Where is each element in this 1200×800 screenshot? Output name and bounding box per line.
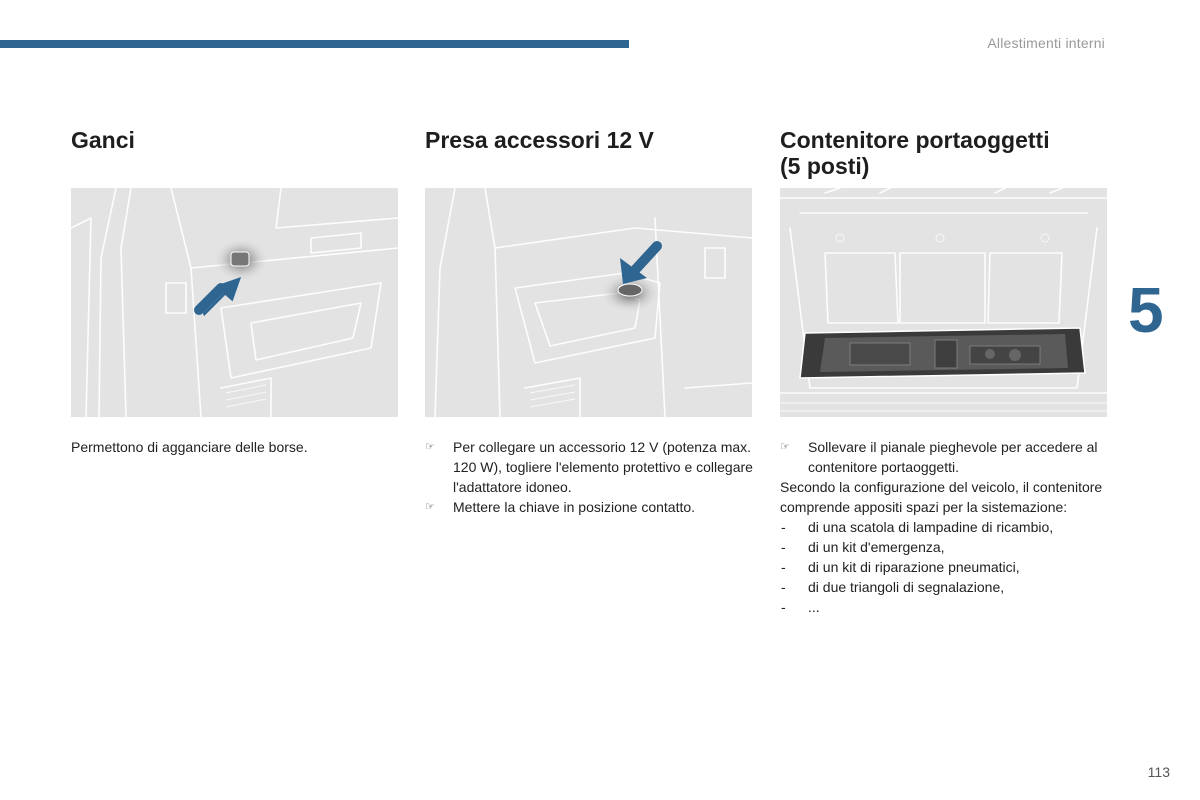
- hooks-text: [71, 437, 401, 457]
- blue-arrow-icon: [199, 277, 241, 316]
- chapter-number: 5: [1128, 274, 1164, 346]
- storage-list-item: - di due triangoli di segnalazione,: [781, 579, 1005, 595]
- storage-list-item: - ...: [781, 599, 820, 615]
- blue-arrow-icon: [620, 246, 657, 284]
- storage-illustration: [780, 188, 1107, 417]
- column-accessory-socket: [425, 127, 755, 517]
- socket-text: [425, 437, 755, 517]
- socket-illustration: [425, 188, 752, 417]
- storage-list-item: - di una scatola di lampadine di ricambio,: [781, 519, 1054, 535]
- trunk-socket-drawing: [425, 188, 752, 417]
- column-hooks: [71, 127, 401, 457]
- pointing-hand-icon: ☞: [425, 441, 435, 453]
- hooks-illustration: [71, 188, 398, 417]
- trunk-side-hooks-drawing: [71, 188, 398, 417]
- storage-title: Contenitore portaoggetti (5 posti): [780, 127, 1050, 179]
- socket-step-2: ☞ Mettere la chiave in posizione contatto.: [425, 499, 696, 515]
- storage-list-item: - di un kit di riparazione pneumatici,: [781, 559, 1020, 575]
- storage-text: [780, 437, 1110, 617]
- storage-list-item: - di un kit d'emergenza,: [781, 539, 945, 555]
- storage-step-1: ☞ Sollevare il pianale pieghevole per accedere al contenitore portaoggetti.: [780, 439, 1098, 475]
- trunk-storage-drawing: [780, 188, 1107, 417]
- column-storage-box: [780, 127, 1110, 617]
- storage-paragraph: Secondo la configurazione del veicolo, il contenitore comprende appositi spazi per la sistemazione:: [780, 479, 1103, 515]
- hooks-description: Permettono di agganciare delle borse.: [71, 439, 308, 455]
- section-title: Allestimenti interni: [987, 35, 1105, 51]
- top-accent-bar: [0, 40, 629, 48]
- socket-title: Presa accessori 12 V: [425, 127, 654, 153]
- socket-step-1: ☞ Per collegare un accessorio 12 V (potenza max. 120 W), togliere l'elemento protettivo e collegare l'adattatore idoneo.: [425, 439, 753, 495]
- page-number: 113: [1147, 764, 1170, 780]
- pointing-hand-icon: ☞: [780, 441, 790, 453]
- hooks-title: Ganci: [71, 127, 135, 153]
- pointing-hand-icon: ☞: [425, 501, 435, 513]
